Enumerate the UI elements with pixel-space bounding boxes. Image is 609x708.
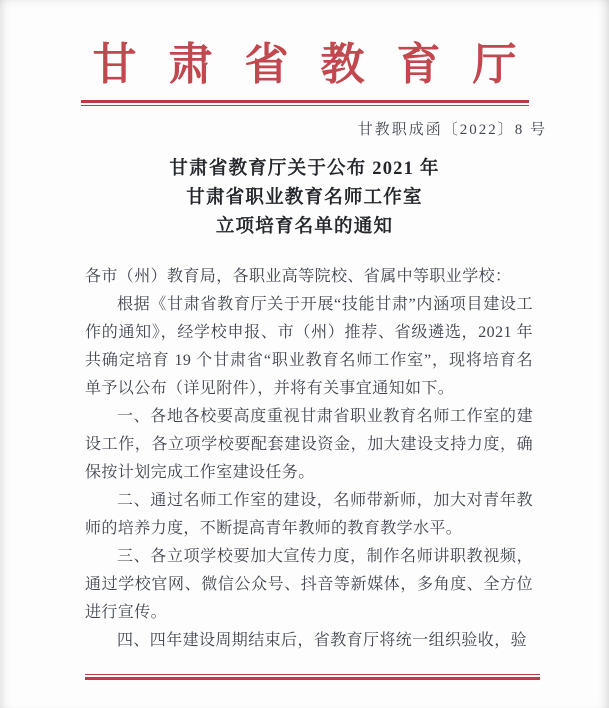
document-title xyxy=(0,155,609,242)
title-line-1: 甘肃省教育厅关于公布 2021 年 xyxy=(169,158,440,179)
header-red-rule xyxy=(81,100,529,106)
paragraph-item-1: 一、各地各校要高度重视甘肃省职业教育名师工作室的建设工作，各立项学校要配套建设资金，加大建设支持力度，确保按计划完成工作室建设任务。 xyxy=(85,407,533,481)
letter-body xyxy=(85,263,533,655)
paragraph-intro: 根据《甘肃省教育厅关于开展“技能甘肃”内涵项目建设工作的通知》，经学校申报、市（州）推荐、省级遴选，2021 年共确定培育 19 个甘肃省“职业教育名师工作室”，现将培育名单予以公布（详见附件），并将有关事宜通知如下。 xyxy=(85,295,533,397)
title-line-2: 甘肃省职业教育名师工作室 xyxy=(186,187,423,208)
document-number: 甘教职成函〔2022〕8 号 xyxy=(357,121,547,138)
paragraph-item-3: 三、各立项学校要加大宣传力度，制作名师讲职教视频，通过学校官网、微信公众号、抖音等新媒体，多角度、全方位进行宣传。 xyxy=(85,547,533,621)
agency-header: 甘肃省教育厅 xyxy=(92,40,549,89)
footer-red-rule xyxy=(85,674,540,680)
salutation: 各市（州）教育局，各职业高等院校、省属中等职业学校： xyxy=(85,267,512,285)
paragraph-item-4: 四、四年建设周期结束后，省教育厅将统一组织验收，验 xyxy=(117,631,528,649)
paragraph-item-2: 二、通过名师工作室的建设，名师带新师，加大对青年教师的培养力度，不断提高青年教师的教育教学水平。 xyxy=(85,491,533,537)
title-line-3: 立项培育名单的通知 xyxy=(215,216,394,237)
